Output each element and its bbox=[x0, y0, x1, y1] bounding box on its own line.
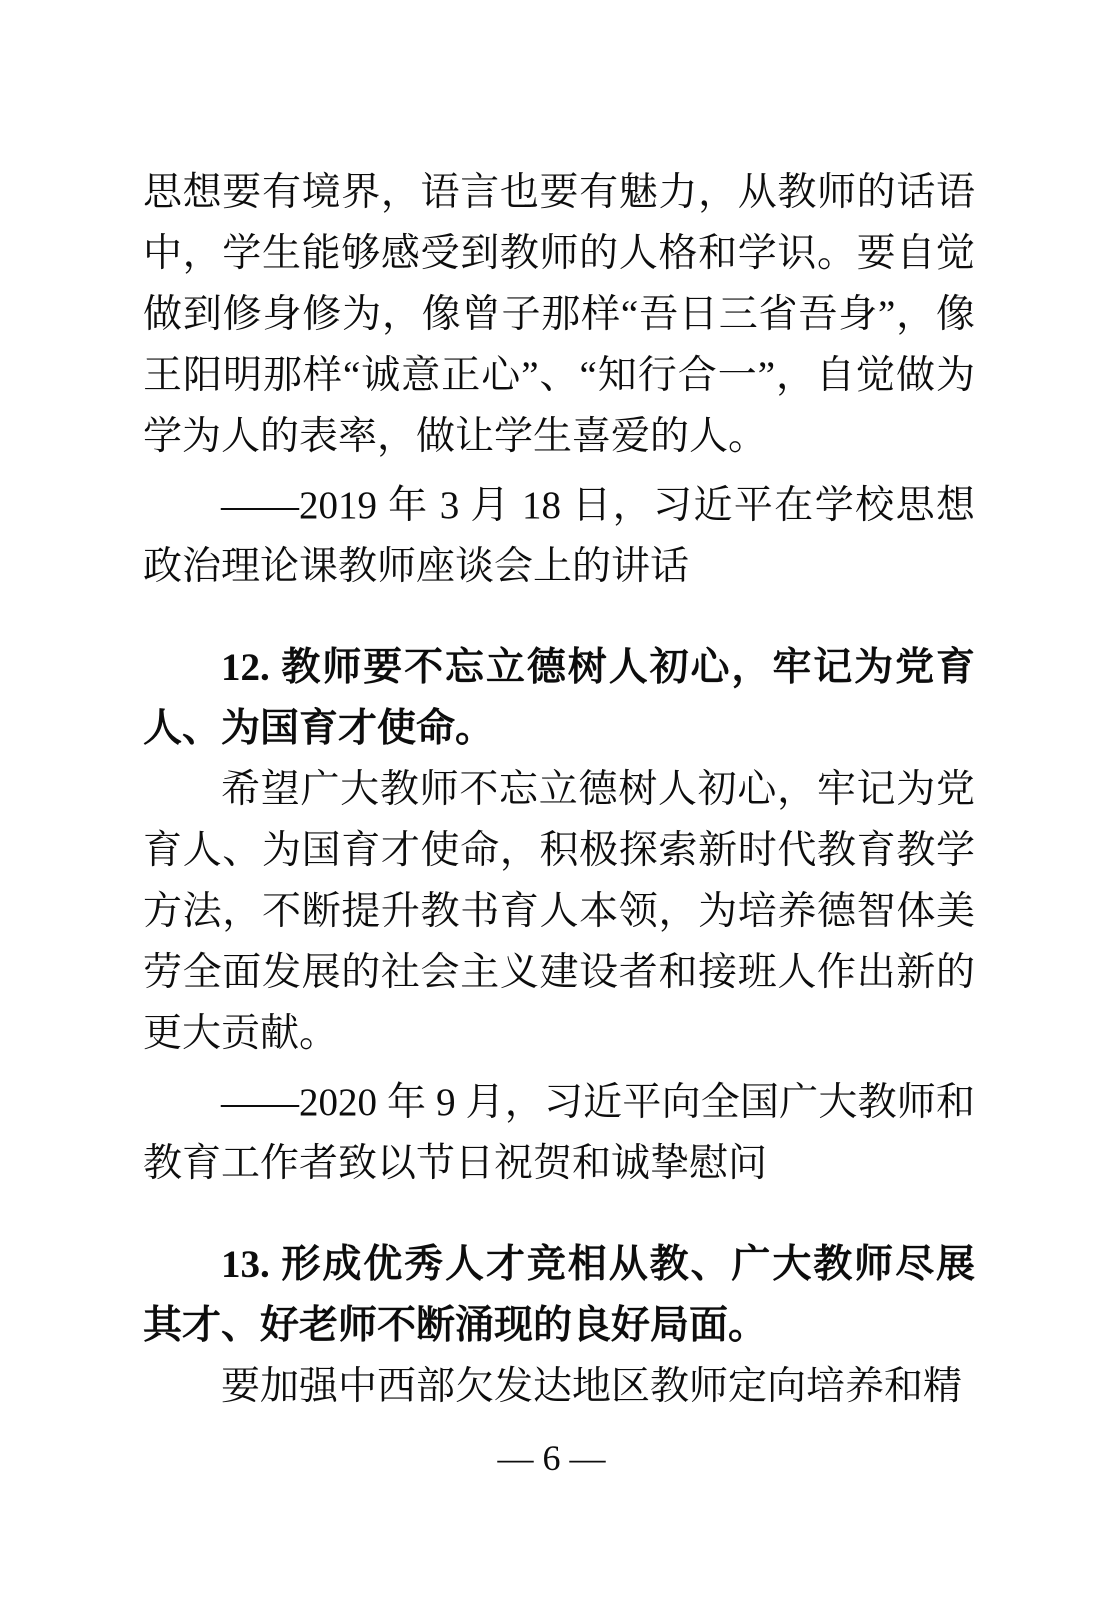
attribution-2019: ——2019 年 3 月 18 日，习近平在学校思想政治理论课教师座谈会上的讲话 bbox=[143, 484, 975, 588]
continuation-paragraph: 思想要有境界，语言也要有魅力，从教师的话语中，学生能够感受到教师的人格和学识。要自觉做到修身修为，像曾子那样“吾日三省吾身”，像王阳明那样“诚意正心”、“知行合一”，自觉做为学为人的表率，做让学生喜爱的人。 bbox=[143, 171, 975, 458]
page-number: — 6 — bbox=[497, 1438, 606, 1478]
section-12-heading: 12. 教师要不忘立德树人初心，牢记为党育人、为国育才使命。 bbox=[143, 646, 975, 750]
section-13-heading: 13. 形成优秀人才竞相从教、广大教师尽展其才、好老师不断涌现的良好局面。 bbox=[143, 1243, 975, 1347]
document-text-block bbox=[143, 162, 975, 1417]
section-12-body: 希望广大教师不忘立德树人初心，牢记为党育人、为国育才使命，积极探索新时代教育教学方法，不断提升教书育人本领，为培养德智体美劳全面发展的社会主义建设者和接班人作出新的更大贡献。 bbox=[143, 768, 975, 1055]
attribution-2020: ——2020 年 9 月，习近平向全国广大教师和教育工作者致以节日祝贺和诚挚慰问 bbox=[143, 1081, 975, 1185]
section-13-body: 要加强中西部欠发达地区教师定向培养和精 bbox=[221, 1365, 963, 1408]
